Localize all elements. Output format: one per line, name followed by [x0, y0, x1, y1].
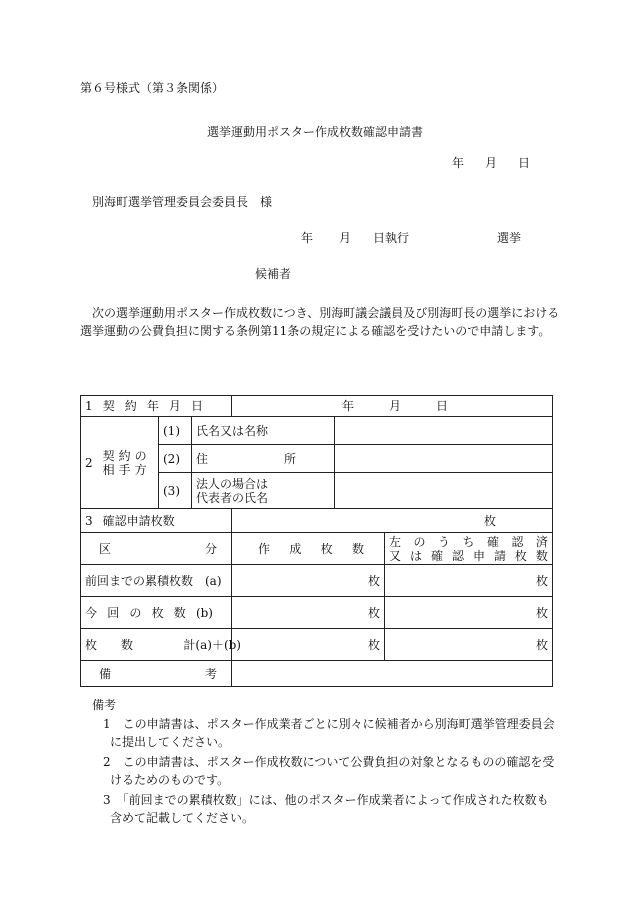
- candidate-label: 候補者: [255, 267, 292, 281]
- total-created-value[interactable]: 枚: [232, 629, 385, 661]
- document-title: 選挙運動用ポスター作成枚数確認申請書: [207, 125, 424, 139]
- date-line: [452, 155, 530, 171]
- remarks-value[interactable]: [232, 661, 553, 687]
- cumulative-row: [81, 565, 553, 597]
- date-month-label: 月: [484, 156, 497, 170]
- sub-number-3: (3): [159, 473, 192, 509]
- contract-date-label: 1 契 約 年 月 日: [81, 396, 232, 417]
- cumulative-confirmed-value[interactable]: 枚: [385, 565, 553, 597]
- created-count-header: 作 成 枚 数: [232, 533, 385, 565]
- application-table: [80, 395, 553, 687]
- body-text-line-2: 選挙運動の公費負担に関する条例第11条の規定による確認を受けたいので申請します。: [80, 324, 551, 338]
- contractor-row-1: [81, 417, 553, 445]
- contractor-label: 2 契 約 の 相 手 方: [81, 417, 159, 509]
- address-label: 住 所: [192, 445, 335, 473]
- cumulative-created-value[interactable]: 枚: [232, 565, 385, 597]
- contract-date-row: [81, 396, 553, 417]
- sub-number-1: (1): [159, 417, 192, 445]
- sub-number-2: (2): [159, 445, 192, 473]
- contract-date-value[interactable]: 年 月 日: [232, 396, 553, 417]
- total-row: [81, 629, 553, 661]
- note-2-line-1: 2 この申請書は、ポスター作成枚数について公費負担の対象となるものの確認を受: [103, 755, 555, 769]
- election-day-label: 日執行: [373, 231, 410, 245]
- election-year-label: 年: [301, 231, 314, 245]
- cumulative-label: 前回までの累積枚数 (a): [81, 565, 232, 597]
- note-3-line-2: 含めて記載してください。: [110, 811, 255, 825]
- requested-count-label: 3 確認申請枚数: [81, 509, 232, 533]
- current-confirmed-value[interactable]: 枚: [385, 597, 553, 629]
- note-1-line-1: 1 この申請書は、ポスター作成業者ごとに別々に候補者から別海町選挙管理委員会: [103, 717, 555, 731]
- election-date-line: [301, 230, 409, 246]
- confirmed-count-header: 左 の う ち 確 認 済 又 は 確 認 申 請 枚 数: [385, 533, 553, 565]
- category-header: 区 分: [81, 533, 232, 565]
- name-label: 氏名又は名称: [192, 417, 335, 445]
- current-label: 今 回 の 枚 数 (b): [81, 597, 232, 629]
- representative-value[interactable]: [335, 473, 553, 509]
- name-value[interactable]: [335, 417, 553, 445]
- current-created-value[interactable]: 枚: [232, 597, 385, 629]
- body-text-line-1: 次の選挙運動用ポスター作成枚数につき、別海町議会議員及び別海町長の選挙における: [92, 306, 560, 320]
- note-2-line-2: けるためのものです。: [110, 773, 230, 787]
- current-row: [81, 597, 553, 629]
- note-3-line-1: 3 「前回までの累積枚数」には、他のポスター作成業者によって作成された枚数も: [103, 793, 549, 807]
- addressee: 別海町選挙管理委員会委員長 様: [92, 195, 273, 209]
- requested-count-row: [81, 509, 553, 533]
- remarks-row: [81, 661, 553, 687]
- total-label: 枚 数 計(a)＋(b): [81, 629, 232, 661]
- total-confirmed-value[interactable]: 枚: [385, 629, 553, 661]
- header-row: [81, 533, 553, 565]
- election-label: 選挙: [497, 231, 522, 245]
- date-year-label: 年: [452, 156, 465, 170]
- address-value[interactable]: [335, 445, 553, 473]
- date-day-label: 日: [517, 156, 530, 170]
- remarks-label: 備 考: [81, 661, 232, 687]
- election-month-label: 月: [339, 231, 352, 245]
- notes-heading: 備考: [92, 698, 117, 712]
- representative-label: 法人の場合は 代表者の氏名: [192, 473, 335, 509]
- note-1-line-2: に提出してください。: [110, 735, 231, 749]
- requested-count-value[interactable]: 枚: [232, 509, 553, 533]
- form-number: 第６号様式（第３条関係）: [80, 81, 225, 95]
